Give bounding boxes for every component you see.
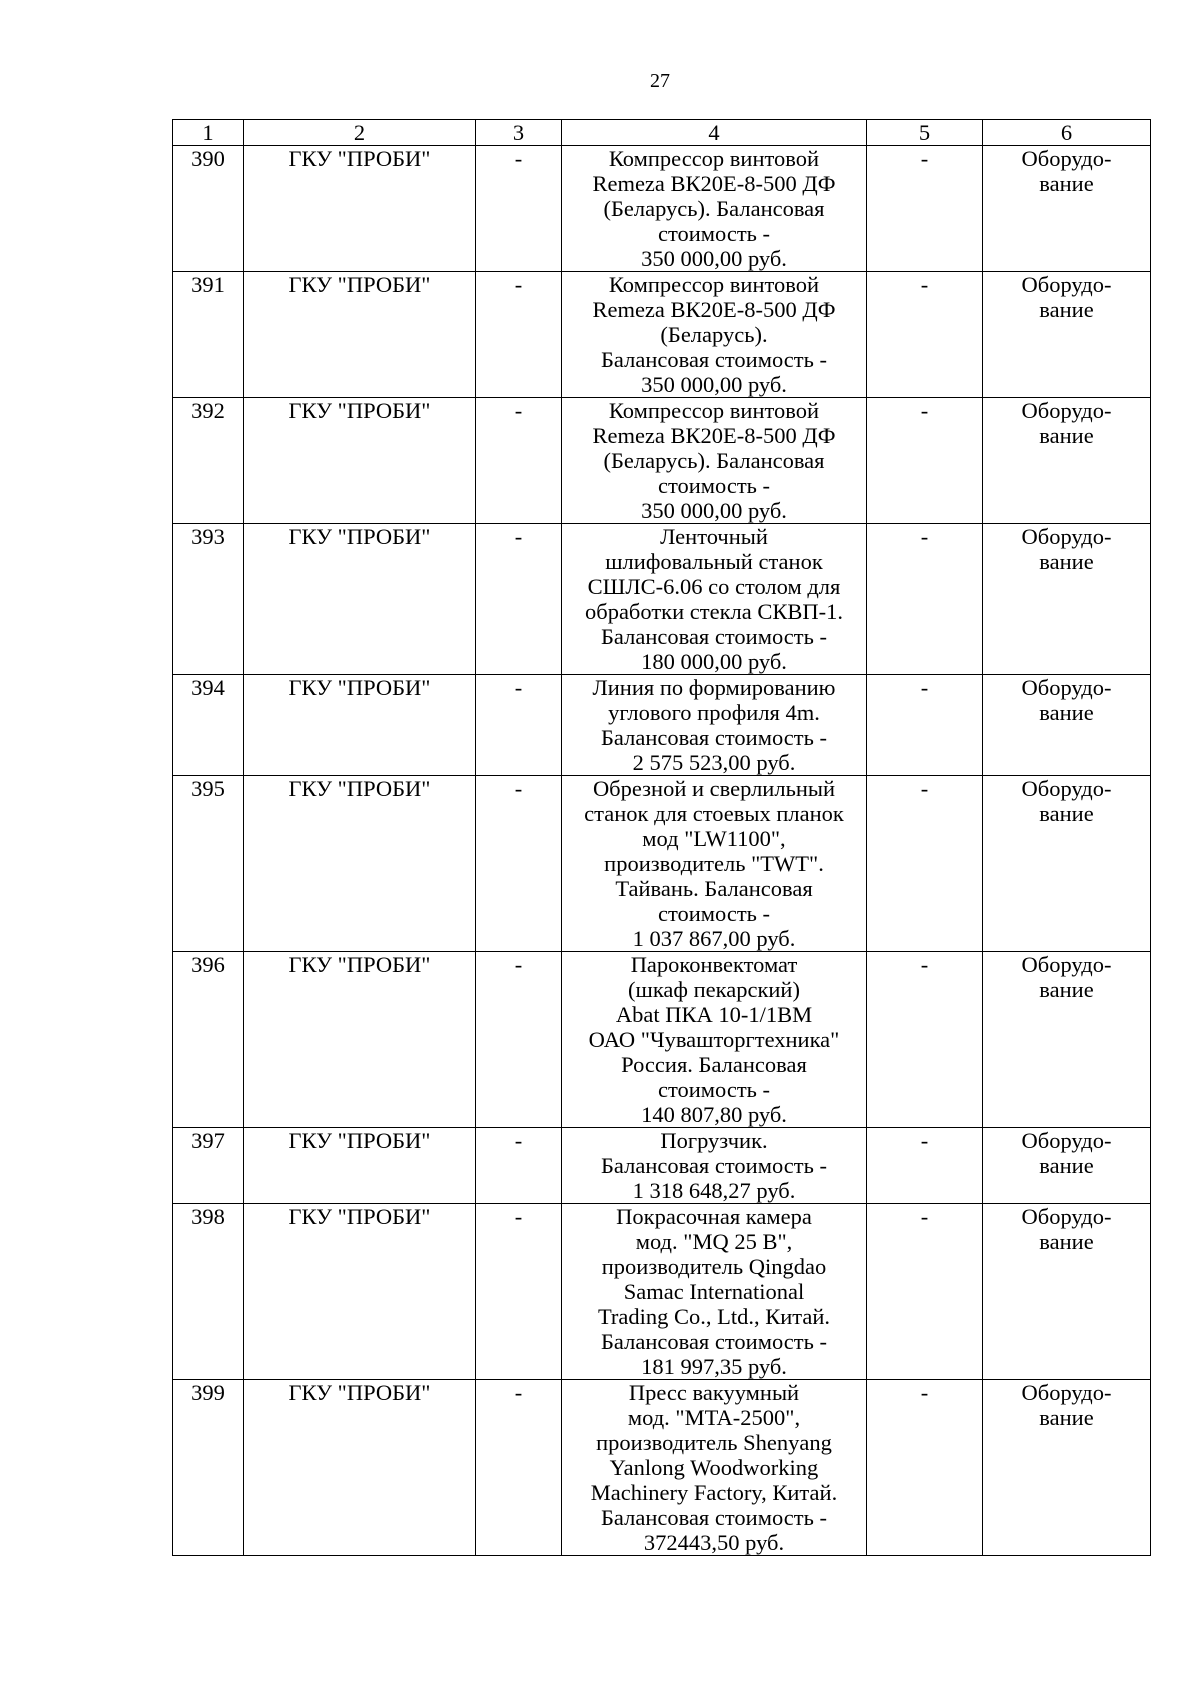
type-cell: Оборудо- вание [983, 1380, 1151, 1556]
table-header-row [173, 120, 1151, 146]
row-number-cell: 397 [173, 1128, 244, 1204]
column-3-cell: - [476, 146, 562, 272]
type-cell: Оборудо- вание [983, 398, 1151, 524]
row-number-cell: 392 [173, 398, 244, 524]
row-number-cell: 390 [173, 146, 244, 272]
column-5-cell: - [867, 952, 983, 1128]
column-3-cell: - [476, 1204, 562, 1380]
organization-cell: ГКУ "ПРОБИ" [244, 1380, 476, 1556]
column-header: 6 [983, 120, 1151, 146]
row-number-cell: 396 [173, 952, 244, 1128]
column-3-cell: - [476, 675, 562, 776]
column-5-cell: - [867, 1380, 983, 1556]
table-row [173, 1380, 1151, 1556]
column-5-cell: - [867, 524, 983, 675]
column-3-cell: - [476, 1128, 562, 1204]
column-3-cell: - [476, 272, 562, 398]
organization-cell: ГКУ "ПРОБИ" [244, 1128, 476, 1204]
table-row [173, 675, 1151, 776]
column-header: 4 [562, 120, 867, 146]
description-cell: Пароконвектомат (шкаф пекарский) Abat ПКА 10-1/1ВМ ОАО "Чувашторгтехника" Россия. Балансовая стоимость - 140 807,80 руб. [562, 952, 867, 1128]
table-row [173, 524, 1151, 675]
description-cell: Пресс вакуумный мод. "MTA-2500", производитель Shenyang Yanlong Woodworking Machinery Factory, Китай. Балансовая стоимость - 372443,50 руб. [562, 1380, 867, 1556]
row-number-cell: 398 [173, 1204, 244, 1380]
column-5-cell: - [867, 1204, 983, 1380]
column-5-cell: - [867, 1128, 983, 1204]
description-cell: Линия по формированию углового профиля 4m. Балансовая стоимость - 2 575 523,00 руб. [562, 675, 867, 776]
organization-cell: ГКУ "ПРОБИ" [244, 524, 476, 675]
column-3-cell: - [476, 1380, 562, 1556]
table-row [173, 1128, 1151, 1204]
description-cell: Компрессор винтовой Remeza ВК20Е-8-500 ДФ (Беларусь). Балансовая стоимость - 350 000,00 руб. [562, 272, 867, 398]
table-row [173, 272, 1151, 398]
organization-cell: ГКУ "ПРОБИ" [244, 1204, 476, 1380]
row-number-cell: 395 [173, 776, 244, 952]
row-number-cell: 399 [173, 1380, 244, 1556]
column-5-cell: - [867, 398, 983, 524]
organization-cell: ГКУ "ПРОБИ" [244, 776, 476, 952]
column-header: 2 [244, 120, 476, 146]
description-cell: Ленточный шлифовальный станок СШЛС-6.06 со столом для обработки стекла СКВП-1. Балансовая стоимость - 180 000,00 руб. [562, 524, 867, 675]
description-cell: Компрессор винтовой Remeza ВК20Е-8-500 ДФ (Беларусь). Балансовая стоимость - 350 000,00 руб. [562, 146, 867, 272]
column-header: 5 [867, 120, 983, 146]
type-cell: Оборудо- вание [983, 524, 1151, 675]
description-cell: Погрузчик. Балансовая стоимость - 1 318 648,27 руб. [562, 1128, 867, 1204]
organization-cell: ГКУ "ПРОБИ" [244, 675, 476, 776]
type-cell: Оборудо- вание [983, 272, 1151, 398]
column-3-cell: - [476, 524, 562, 675]
row-number-cell: 393 [173, 524, 244, 675]
organization-cell: ГКУ "ПРОБИ" [244, 146, 476, 272]
table-row [173, 776, 1151, 952]
type-cell: Оборудо- вание [983, 776, 1151, 952]
row-number-cell: 391 [173, 272, 244, 398]
table-row [173, 146, 1151, 272]
table-row [173, 952, 1151, 1128]
column-3-cell: - [476, 398, 562, 524]
column-5-cell: - [867, 776, 983, 952]
row-number-cell: 394 [173, 675, 244, 776]
page-number: 27 [650, 70, 670, 92]
description-cell: Компрессор винтовой Remeza ВК20Е-8-500 ДФ (Беларусь). Балансовая стоимость - 350 000,00 руб. [562, 398, 867, 524]
organization-cell: ГКУ "ПРОБИ" [244, 952, 476, 1128]
column-header: 3 [476, 120, 562, 146]
type-cell: Оборудо- вание [983, 952, 1151, 1128]
column-3-cell: - [476, 952, 562, 1128]
column-5-cell: - [867, 272, 983, 398]
column-5-cell: - [867, 675, 983, 776]
type-cell: Оборудо- вание [983, 1128, 1151, 1204]
type-cell: Оборудо- вание [983, 146, 1151, 272]
column-header: 1 [173, 120, 244, 146]
type-cell: Оборудо- вание [983, 675, 1151, 776]
column-3-cell: - [476, 776, 562, 952]
organization-cell: ГКУ "ПРОБИ" [244, 398, 476, 524]
organization-cell: ГКУ "ПРОБИ" [244, 272, 476, 398]
table-row [173, 1204, 1151, 1380]
description-cell: Покрасочная камера мод. "MQ 25 B", производитель Qingdao Samac International Trading Co., Ltd., Китай. Балансовая стоимость - 181 997,35 руб. [562, 1204, 867, 1380]
table-row [173, 398, 1151, 524]
column-5-cell: - [867, 146, 983, 272]
description-cell: Обрезной и сверлильный станок для стоевых планок мод "LW1100", производитель "TWT". Тайвань. Балансовая стоимость - 1 037 867,00 руб. [562, 776, 867, 952]
type-cell: Оборудо- вание [983, 1204, 1151, 1380]
property-register-table [172, 119, 1151, 1556]
